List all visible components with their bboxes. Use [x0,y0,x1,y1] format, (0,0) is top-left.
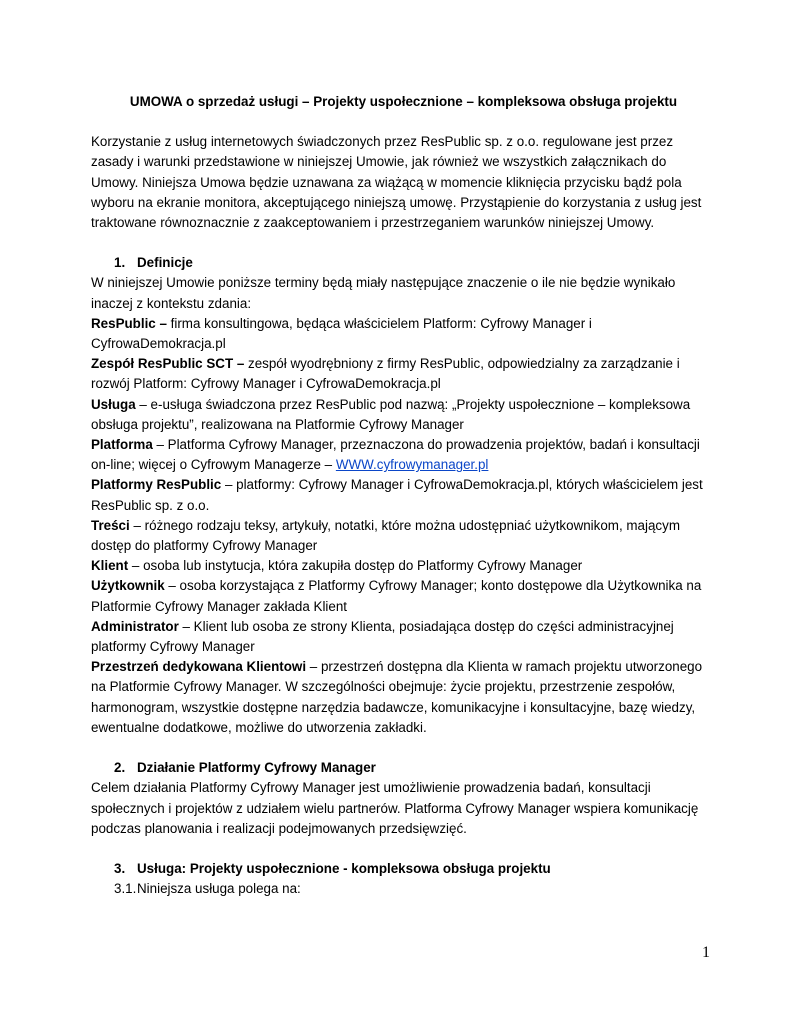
definition-text: – osoba lub instytucja, która zakupiła dostęp do Platformy Cyfrowy Manager [128,558,583,574]
definition-text: – osoba korzystająca z Platformy Cyfrowy Manager; konto dostępowe dla Użytkownika na Platformie Cyfrowy Manager zakłada Klient [91,578,702,614]
section-1-title: Definicje [137,255,193,271]
definition-term: Platformy ResPublic [91,477,222,493]
definition-term: Usługa [91,396,136,412]
section-2-title: Działanie Platformy Cyfrowy Manager [137,760,376,776]
subsection-3-1 [91,879,716,899]
section-3-title: Usługa: Projekty uspołecznione - kompleksowa obsługa projektu [137,860,551,876]
cyfrowymanager-link[interactable]: WWW.cyfrowymanager.pl [335,457,489,473]
subsection-3-1-number: 3.1. [114,881,137,897]
document-title: UMOWA o sprzedaż usługi – Projekty uspołecznione – kompleksowa obsługa projektu [129,94,678,109]
subsection-3-1-text: Niniejsza usługa polega na: [137,881,301,897]
definition-platforma [91,435,716,475]
definition-platformy-respublic [91,475,716,515]
definition-term: Użytkownik [91,578,165,594]
definition-respublic [91,314,716,354]
definition-term: Administrator [91,618,179,634]
section-2-number: 2. [114,760,126,776]
definition-text: – Klient lub osoba ze strony Klienta, posiadająca dostęp do części administracyjnej platformy Cyfrowy Manager [91,618,674,655]
page-number: 1 [702,944,710,961]
section-1-number: 1. [114,255,126,271]
section-2-heading [91,758,716,778]
definition-term: Zespół ResPublic SCT – [91,356,245,372]
section-3-number: 3. [114,860,126,876]
definition-przestrzen [91,657,716,738]
definition-usluga [91,395,716,435]
spacer [91,738,716,758]
definition-text: – różnego rodzaju teksy, artykuły, notatki, które można udostępniać użytkownikom, mającym dostęp do platformy Cyfrowy Manager [91,517,680,554]
definition-administrator [91,617,716,657]
definition-term: ResPublic – [91,315,167,331]
section-1-heading [91,253,716,273]
definition-term: Treści [91,517,130,533]
definition-klient [91,556,716,576]
document-page [91,92,716,899]
definition-text: firma konsultingowa, będąca właścicielem Platform: Cyfrowy Manager i CyfrowaDemokracja.pl [91,315,592,352]
definition-text: zespół wyodrębniony z firmy ResPublic, odpowiedzialny za zarządzanie i rozwój Platform: Cyfrowy Manager i CyfrowaDemokracja.pl [91,356,680,392]
section-2-body: Celem działania Platformy Cyfrowy Manager jest umożliwienie prowadzenia badań, konsultacji społecznych i projektów z udziałem wielu partnerów. Platforma Cyfrowy Manager wspiera komunikację podczas planowania i realizacji podejmowanych przedsięwzięć. [91,780,699,836]
definition-term: Platforma [91,437,153,453]
definition-zespol [91,354,716,394]
section-3-heading [91,859,716,879]
definition-tresci [91,516,716,556]
definition-term: Klient [91,558,129,574]
definitions-lead: W niniejszej Umowie poniższe terminy będą miały następujące znaczenie o ile nie będzie wynikało inaczej z kontekstu zdania: [91,275,676,311]
definition-text: – e-usługa świadczona przez ResPublic pod nazwą: „Projekty uspołecznione – kompleksowa obsługa projektu”, realizowana na Platformie Cyfrowy Manager [91,396,691,432]
definition-uzytkownik [91,576,716,616]
intro-paragraph: Korzystanie z usług internetowych świadczonych przez ResPublic sp. z o.o. regulowane jest przez zasady i warunki przedstawione w niniejszej Umowie, jak również we wszystkich załącznikach do Umowy. Niniejsza Umowa będzie uznawana za wiążącą w momencie kliknięcia przycisku bądź pola wyboru na ekranie monitora, akceptującego niniejszą umowę. Przystąpienie do korzystania z usług jest traktowane równoznacznie z zaakceptowaniem i przestrzeganiem warunków niniejszej Umowy. [91,134,702,231]
spacer [91,839,716,859]
definition-term: Przestrzeń dedykowana Klientowi [91,659,307,675]
definition-text: – platformy: Cyfrowy Manager i CyfrowaDemokracja.pl, których właścicielem jest ResPublic sp. z o.o. [91,477,703,513]
definition-text: – Platforma Cyfrowy Manager, przeznaczona do prowadzenia projektów, badań i konsultacji on-line; więcej o Cyfrowym Managerze – [91,437,700,473]
definition-text: – przestrzeń dostępna dla Klienta w ramach projektu utworzonego na Platformie Cyfrowy Manager. W szczególności obejmuje: życie projektu, przestrzenie zespołów, harmonogram, wszystkie dostępne narzędzia badawcze, komunikacyjne i konsultacyjne, bazę wiedzy, ewentualne dodatkowe, możliwe do utworzenia zakładki. [91,659,703,735]
